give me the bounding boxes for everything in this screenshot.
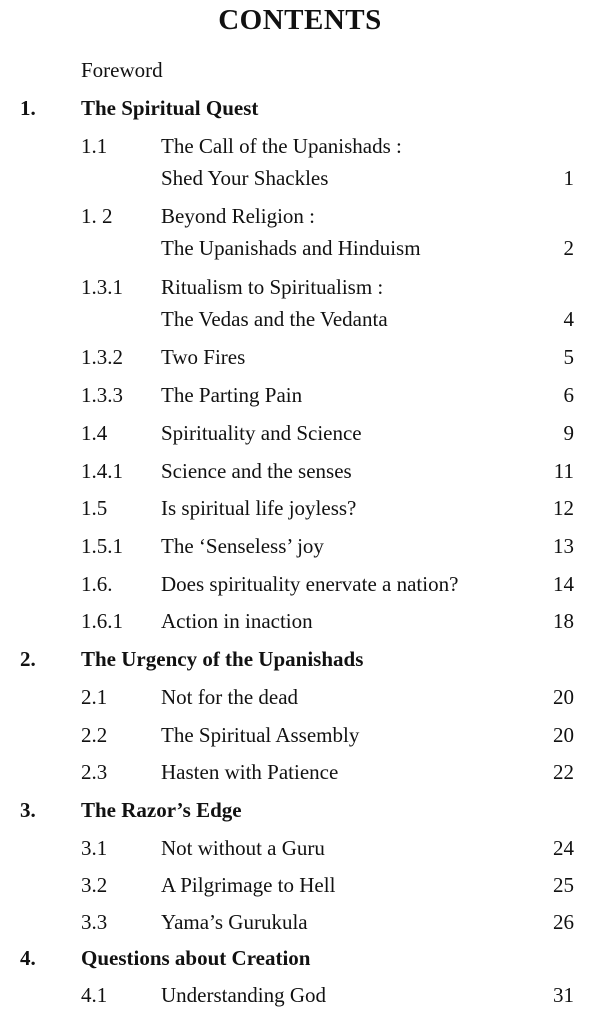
toc-title: The ‘Senseless’ joy [161,534,324,558]
toc-number: 1.5.1 [81,534,123,558]
toc-entry [0,604,600,638]
toc-page-number: 2 [563,236,574,260]
toc-entry [0,340,600,374]
toc-entry-continuation [0,161,600,195]
toc-entry [0,978,600,1012]
toc-page-number: 22 [553,760,574,784]
toc-entry [0,129,600,163]
toc-part [0,793,600,827]
toc-number: 1.3.3 [81,383,123,407]
toc-title: Understanding God [161,983,327,1007]
contents-title: CONTENTS [218,4,382,36]
toc-page-number: 12 [553,496,574,520]
toc-entry [0,905,600,939]
toc-part [0,642,600,676]
toc-number: 1.5 [81,496,108,520]
toc-number: 2.2 [81,723,108,747]
toc-title: The Vedas and the Vedanta [161,307,388,331]
toc-page-number: 14 [553,572,574,596]
toc-entry [0,270,600,304]
toc-title: The Upanishads and Hinduism [161,236,421,260]
toc-title: Beyond Religion : [161,204,315,228]
toc-entry [0,831,600,865]
toc-number: 1.4 [81,421,108,445]
toc-title: The Spiritual Assembly [161,723,360,747]
toc-entry [0,868,600,902]
toc-number: 3.1 [81,836,108,860]
toc-entry [0,567,600,601]
toc-entry-continuation [0,302,600,336]
toc-entry [0,378,600,412]
toc-entry-continuation [0,231,600,265]
toc-part [0,91,600,125]
toc-foreword-label: Foreword [81,58,163,82]
toc-heading: The Razor’s Edge [81,798,242,822]
toc-page-number: 4 [563,307,574,331]
toc-entry [0,199,600,233]
toc-title: Not for the dead [161,685,299,709]
toc-title: Hasten with Patience [161,760,339,784]
toc-part [0,941,600,975]
toc-title: The Call of the Upanishads : [161,134,402,158]
toc-entry [0,454,600,488]
toc-page-number: 20 [553,723,574,747]
toc-page-number: 18 [553,609,574,633]
toc-number: 1.3.2 [81,345,123,369]
toc-title: Ritualism to Spiritualism : [161,275,384,299]
toc-number: 3. [20,798,36,822]
toc-title: A Pilgrimage to Hell [161,873,336,897]
toc-page-number: 13 [553,534,574,558]
toc-title: Two Fires [161,345,246,369]
toc-page-number: 9 [563,421,574,445]
toc-number: 1. [20,96,36,120]
toc-number: 2.1 [81,685,108,709]
toc-entry [0,718,600,752]
toc-page-number: 20 [553,685,574,709]
toc-title: Yama’s Gurukula [161,910,308,934]
toc-number: 1.1 [81,134,108,158]
toc-number: 3.2 [81,873,108,897]
toc-number: 2. [20,647,36,671]
toc-entry [0,491,600,525]
toc-heading: Questions about Creation [81,946,311,970]
toc-number: 1.6.1 [81,609,123,633]
toc-heading: The Urgency of the Upanishads [81,647,364,671]
toc-number: 4. [20,946,36,970]
toc-number: 3.3 [81,910,108,934]
toc-title: The Parting Pain [161,383,303,407]
toc-number: 2.3 [81,760,108,784]
toc-foreword [0,53,600,87]
toc-page-number: 11 [553,459,574,483]
toc-page-number: 31 [553,983,574,1007]
toc-page-number: 5 [563,345,574,369]
toc-title: Does spirituality enervate a nation? [161,572,459,596]
toc-page-number: 6 [563,383,574,407]
toc-number: 1.4.1 [81,459,123,483]
toc-page-number: 26 [553,910,574,934]
toc-number: 4.1 [81,983,108,1007]
toc-heading: The Spiritual Quest [81,96,259,120]
toc-entry [0,416,600,450]
toc-page-number: 25 [553,873,574,897]
toc-title: Is spiritual life joyless? [161,496,357,520]
toc-number: 1.6. [81,572,113,596]
toc-title: Science and the senses [161,459,352,483]
toc-number: 1. 2 [81,204,113,228]
toc-title: Not without a Guru [161,836,325,860]
toc-entry [0,529,600,563]
toc-title: Shed Your Shackles [161,166,329,190]
toc-page-number: 1 [563,166,574,190]
toc-page-number: 24 [553,836,574,860]
toc-title: Action in inaction [161,609,313,633]
toc-entry [0,680,600,714]
toc-entry [0,755,600,789]
toc-title: Spirituality and Science [161,421,362,445]
toc-number: 1.3.1 [81,275,123,299]
